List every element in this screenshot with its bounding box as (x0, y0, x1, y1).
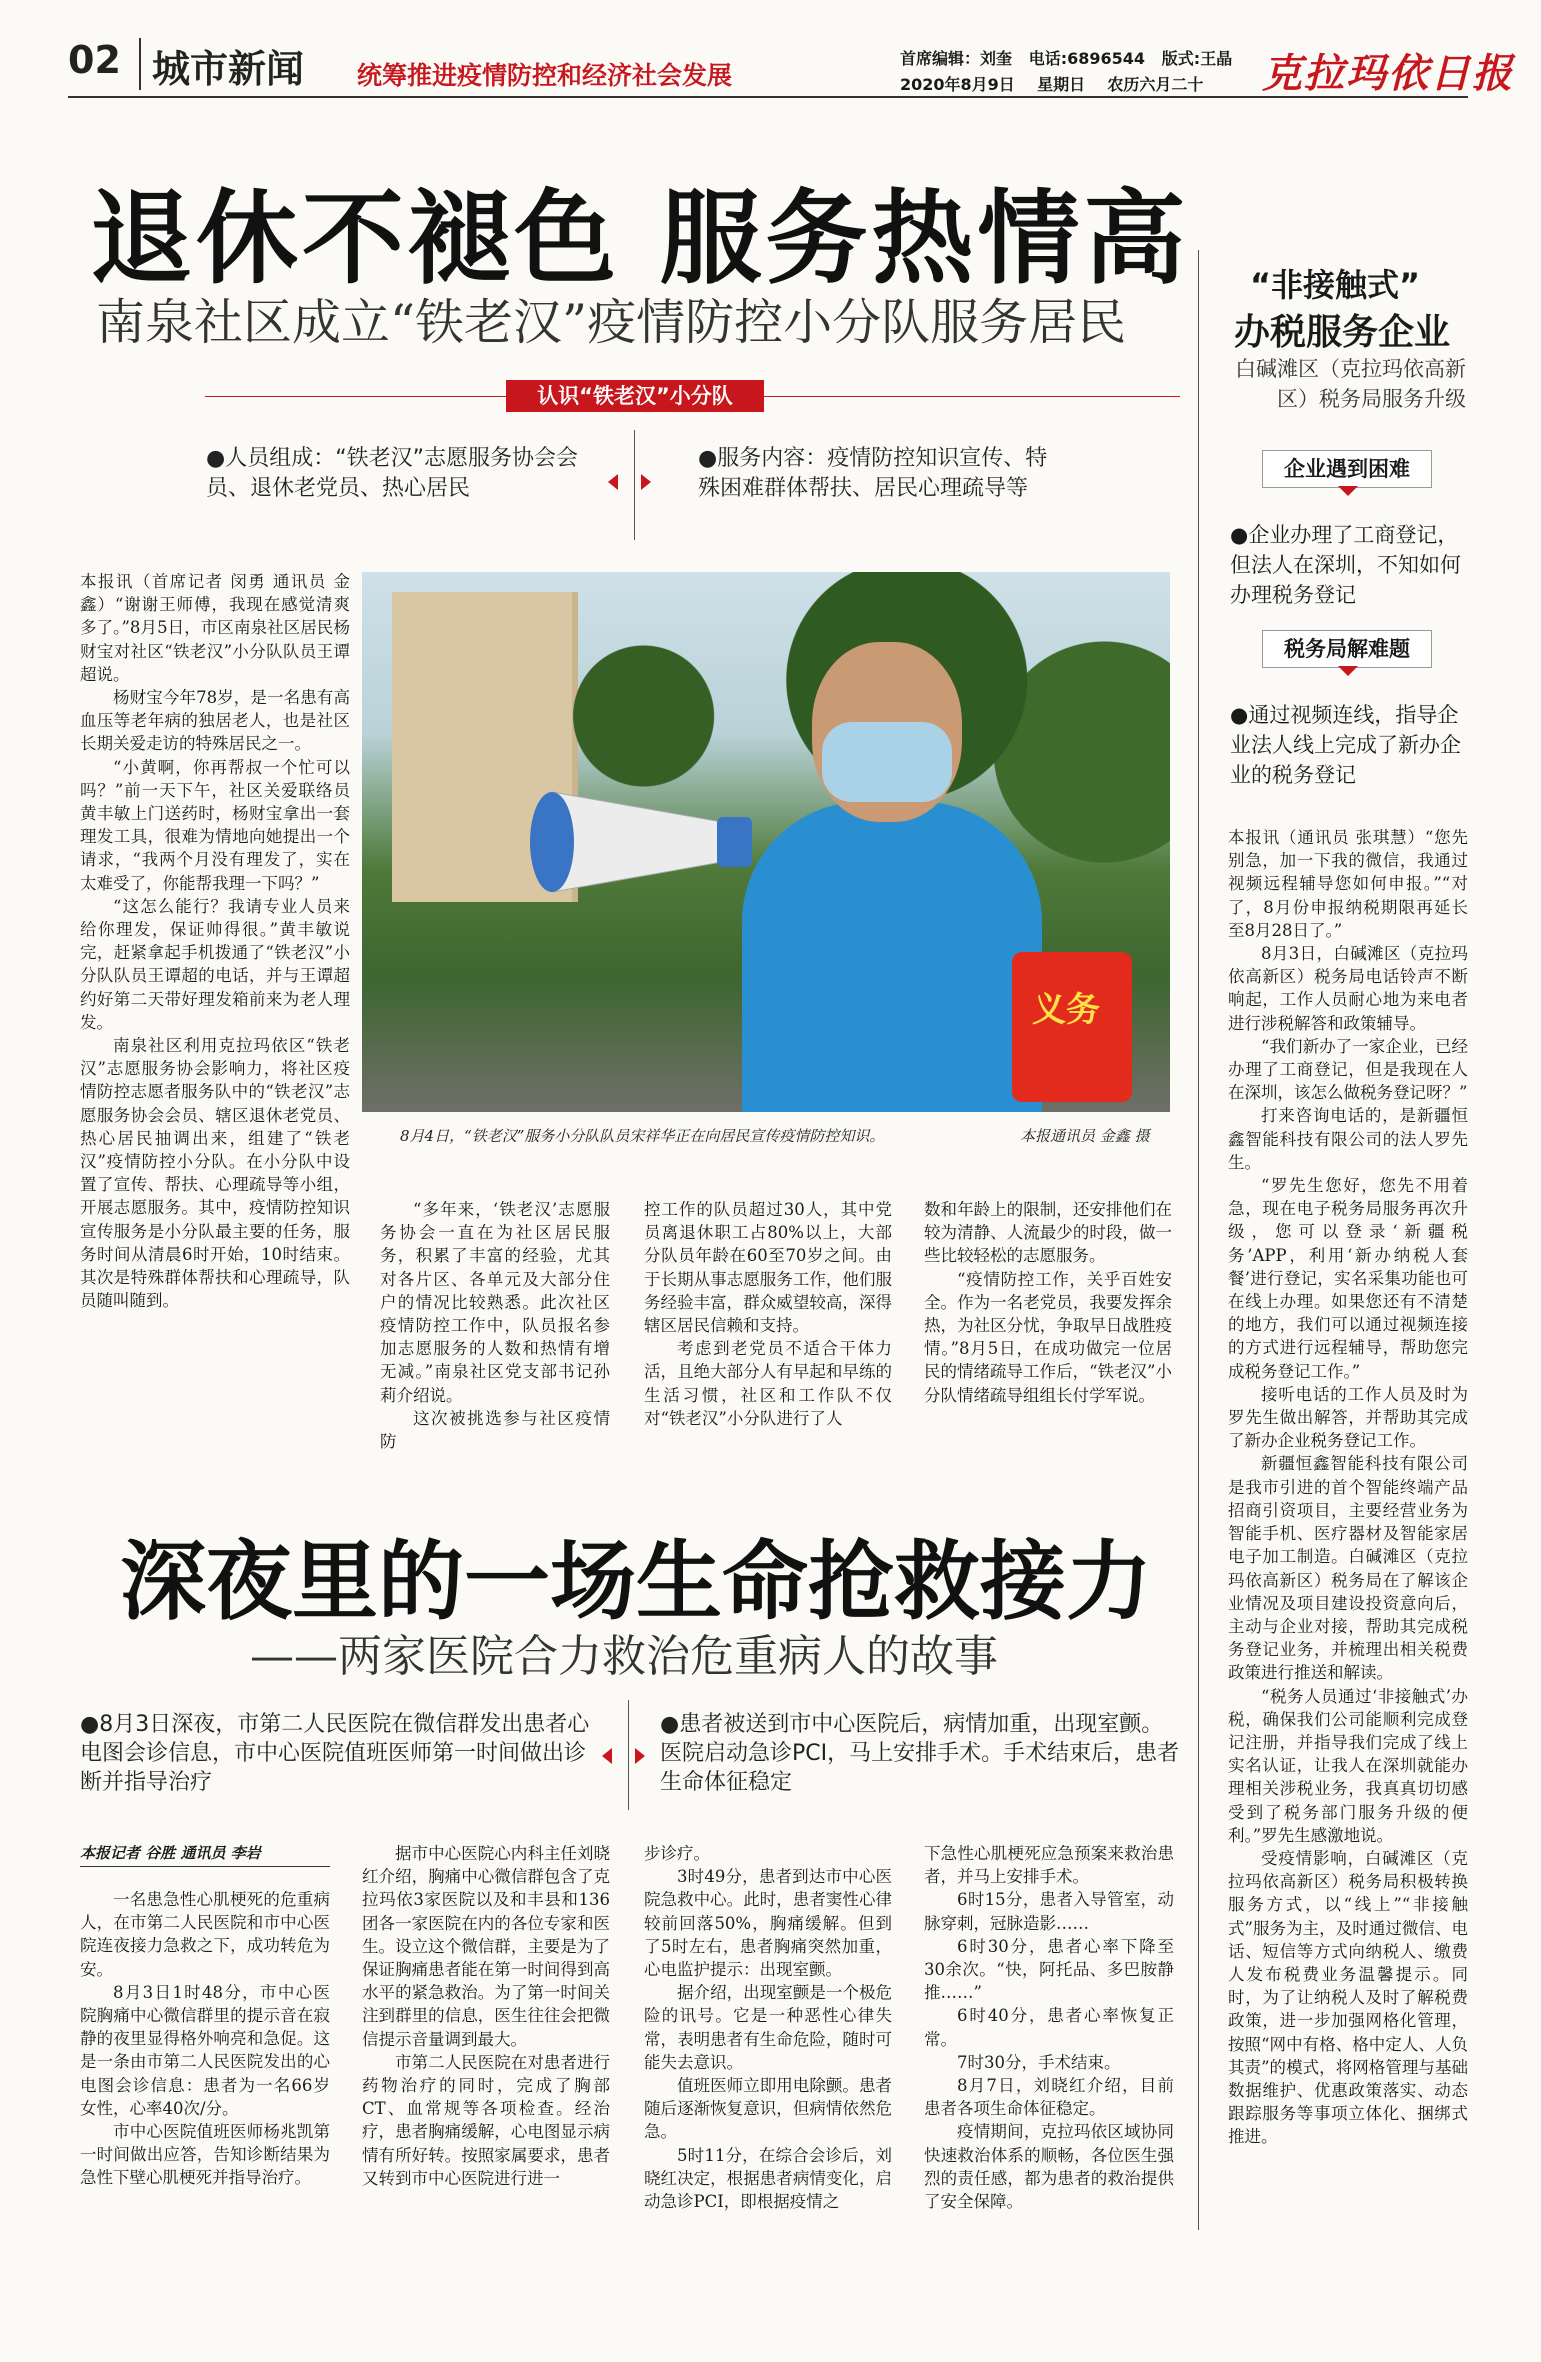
paragraph: 本报讯（通讯员 张琪慧）“您先别急，加一下我的微信，我通过视频远程辅导您如何申报。”“对了，8月份申报纳税期限再延长至8月28日了。” (1228, 828, 1468, 940)
header-rule (68, 96, 1468, 98)
sidebar-subtitle: 白碱滩区（克拉玛依高新区）税务局服务升级 (1235, 357, 1466, 411)
paragraph: 本报讯（首席记者 闵勇 通讯员 金鑫）“谢谢王师傅，我现在感觉清爽多了。”8月5日，市区南泉社区居民杨财宝对社区“铁老汉”小分队队员王谭超说。 (80, 572, 350, 684)
box-divider (634, 430, 635, 540)
editor: 首席编辑：刘奎 (900, 49, 1013, 68)
tag-pointer-icon (1338, 666, 1358, 676)
story2-col2 (362, 1842, 610, 2242)
story1-headline: 退休不褪色 服务热情高 (90, 180, 1190, 299)
sidebar-point-2: ●通过视频连线，指导企业法人线上完成了新办企业的税务登记 (1230, 703, 1461, 787)
paragraph: 一名患急性心肌梗死的危重病人，在市第二人民医院和市中心医院连夜接力急救之下，成功转危为安。 (80, 1890, 330, 1979)
armband-text: 义务 (1032, 990, 1100, 1030)
right-column-divider (1198, 250, 1199, 2230)
page-number: 02 (68, 38, 121, 82)
paragraph: “疫情防控工作，关乎百姓安全。作为一名老党员，我要发挥余热，为社区分忧，争取早日战胜疫情。”8月5日，在成功做完一位居民的情绪疏导工作后，“铁老汉”小分队情绪疏导组组长付学军说。 (924, 1269, 1172, 1405)
story1-col1 (80, 570, 350, 1430)
story2-box-left: ●8月3日深夜，市第二人民医院在微信群发出患者心电图会诊信息，市中心医院值班医师第一时间做出诊断并指导治疗 (80, 1712, 590, 1795)
story2-headline: 深夜里的一场生命抢救接力 (120, 1532, 1152, 1632)
header-divider (139, 38, 141, 90)
paragraph: 步诊疗。 (644, 1844, 710, 1863)
paragraph: 8月3日1时48分，市中心医院胸痛中心微信群里的提示音在寂静的夜里显得格外响亮和急促。这是一条由市第二人民医院发出的心电图会诊信息：患者为一名66岁女性，心率40次/分。 (80, 1982, 330, 2118)
paragraph: 3时49分，患者到达市中心医院急救中心。此时，患者窦性心律较前回落50%，胸痛缓解。但到了5时左右，患者胸痛突然加重，心电监护提示：出现室颤。 (644, 1867, 892, 1980)
paragraph: 控工作的队员超过30人，其中党员离退休职工占80%以上，大部分队员年龄在60至70岁之间。由于长期从事志愿服务工作，他们服务经验丰富，群众威望较高，深得辖区居民信赖和支持。 (644, 1200, 892, 1336)
box2-divider (628, 1700, 629, 1810)
tag-pointer-icon (1338, 486, 1358, 496)
story2-col4 (924, 1842, 1174, 2242)
story2-col1 (80, 1888, 330, 2248)
story1-box-left: ●人员组成：“铁老汉”志愿服务协会会员、退休老党员、热心居民 (206, 446, 578, 501)
paragraph: 5时11分，在综合会诊后，刘晓红决定，根据患者病情变化，启动急诊PCI，即根据疫情之 (644, 2145, 892, 2212)
date-info (900, 72, 1203, 95)
section-name: 城市新闻 (152, 46, 305, 91)
sidebar-tag-solution: 税务局解难题 (1262, 630, 1432, 668)
paragraph: 6时40分，患者心率恢复正常。 (924, 2006, 1174, 2049)
paragraph: 接听电话的工作人员及时为罗先生做出解答，并帮助其完成了新办企业税务登记工作。 (1228, 1384, 1468, 1451)
lunar-date: 农历六月二十 (1107, 75, 1204, 94)
paragraph: 考虑到老党员不适合干体力活，且绝大部分人有早起和早练的生活习惯，社区和工作队不仅对“铁老汉”小分队进行了人 (644, 1339, 892, 1428)
sidebar-title-2: 办税服务企业 (1234, 312, 1451, 353)
story2-byline: 本报记者 谷胜 通讯员 李岩 (80, 1844, 261, 1862)
paragraph: 市第二人民医院在对患者进行药物治疗的同时，完成了胸部CT、血常规等各项检查。经治疗，患者胸痛缓解，心电图显示病情有所好转。按照家属要求，患者又转到市中心医院进行进一 (362, 2052, 610, 2188)
arrow-left-icon (602, 1748, 612, 1764)
story1-col4 (924, 1198, 1172, 1438)
paragraph: 值班医师立即用电除颤。患者随后逐渐恢复意识，但病情依然危急。 (644, 2076, 892, 2142)
story1-col3 (644, 1198, 892, 1438)
masthead-logo: 克拉玛依日报 (1262, 50, 1514, 97)
story1-photo (362, 572, 1170, 1112)
megaphone-icon (522, 782, 752, 902)
arrow-right-icon (635, 1748, 645, 1764)
phone: 电话:6896544 (1028, 49, 1146, 68)
paragraph: 这次被挑选参与社区疫情防 (380, 1408, 610, 1452)
date: 2020年8月9日 (900, 75, 1015, 94)
paragraph: 疫情期间，克拉玛依区域协同快速救治体系的顺畅，各位医生强烈的责任感，都为患者的救治提供了安全保障。 (924, 2122, 1174, 2212)
paragraph: 据介绍，出现室颤是一个极危险的讯号。它是一种恶性心律失常，表明患者有生命危险，随时可能失去意识。 (644, 1983, 892, 2072)
editor-info (900, 46, 1232, 69)
weekday: 星期日 (1037, 75, 1086, 94)
story1-box-right: ●服务内容：疫情防控知识宣传、特殊困难群体帮扶、居民心理疏导等 (698, 446, 1048, 501)
paragraph: 据市中心医院心内科主任刘晓红介绍，胸痛中心微信群包含了克拉玛依3家医院以及和丰县和136团各一家医院在内的各位专家和医生。设立这个微信群，主要是为了保证胸痛患者能在第一时间得到高水平的紧急救治。为了第一时间关注到群里的信息，医生往往会把微信提示音量调到最大。 (362, 1844, 610, 2049)
sidebar-tag-problem: 企业遇到困难 (1262, 450, 1432, 488)
arrow-left-icon (608, 474, 618, 490)
story2-col3 (644, 1842, 892, 2242)
paragraph: 新疆恒鑫智能科技有限公司是我市引进的首个智能终端产品招商引资项目，主要经营业务为智能手机、医疗器材及智能家居电子加工制造。白碱滩区（克拉玛依高新区）税务局在了解该企业情况及项目建设投资意向后，主动与企业对接，帮助其完成税务登记业务，并梳理出相关税费政策进行推送和解读。 (1228, 1454, 1468, 1683)
paragraph: 6时15分，患者入导管室，动脉穿刺，冠脉造影…… (924, 1890, 1174, 1933)
paragraph: 数和年龄上的限制，还安排他们在较为清静、人流最少的时段，做一些比较轻松的志愿服务。 (924, 1200, 1172, 1266)
sidebar-point-1: ●企业办理了工商登记，但法人在深圳，不知如何办理税务登记 (1230, 523, 1461, 607)
paragraph: “小黄啊，你再帮叔一个忙可以吗？”前一天下午，社区关爱联络员黄丰敏上门送药时，杨财宝拿出一套理发工具，很难为情地向她提出一个请求，“我两个月没有理发了，实在太难受了，你能帮我理一下吗？” (80, 757, 350, 893)
paragraph: 打来咨询电话的，是新疆恒鑫智能科技有限公司的法人罗先生。 (1228, 1106, 1468, 1172)
photo-armband (1012, 952, 1132, 1102)
layout-editor: 版式:王晶 (1161, 49, 1233, 68)
sidebar-body (1228, 826, 1468, 2226)
paragraph: 市中心医院值班医师杨兆凯第一时间做出应答，告知诊断结果为急性下壁心肌梗死并指导治疗。 (80, 2122, 330, 2188)
story1-subhead: 南泉社区成立“铁老汉”疫情防控小分队服务居民 (96, 294, 1127, 351)
paragraph: 8月7日，刘晓红介绍，目前患者各项生命体征稳定。 (924, 2076, 1174, 2119)
story2-subhead: ——两家医院合力救治危重病人的故事 (250, 1631, 998, 1682)
paragraph: 杨财宝今年78岁，是一名患有高血压等老年病的独居老人，也是社区长期关爱走访的特殊居民之一。 (80, 688, 350, 754)
paragraph: “这怎么能行？我请专业人员来给你理发，保证帅得很。”黄丰敏说完，赶紧拿起手机拨通了“铁老汉”小分队队员王谭超的电话，并与王谭超约好第二天带好理发箱前来为老人理发。 (80, 896, 350, 1032)
photo-person-shirt (742, 802, 1042, 1112)
photo-mask (822, 722, 952, 802)
paragraph: 南泉社区利用克拉玛依区“铁老汉”志愿服务协会影响力，将社区疫情防控志愿者服务队中的“铁老汉”志愿服务协会会员、辖区退休老党员、热心居民抽调出来，组建了“铁老汉”疫情防控小分队。在小分队中设置了宣传、帮扶、心理疏导等小组，开展志愿服务。其中，疫情防控知识宣传服务是小分队最主要的任务，服务时间从清晨6时开始，10时结束。其次是特殊群体帮扶和心理疏导，队员随叫随到。 (80, 1036, 350, 1311)
photo-credit: 本报通讯员 金鑫 摄 (1020, 1127, 1150, 1145)
arrow-right-icon (641, 474, 651, 490)
paragraph: 7时30分，手术结束。 (957, 2052, 1121, 2072)
photo-caption: 8月4日，“铁老汉”服务小分队队员宋祥华正在向居民宣传疫情防控知识。 (400, 1127, 885, 1145)
paragraph: “罗先生您好，您先不用着急，现在电子税务局服务再次升级，您可以登录‘新疆税务’APP，利用‘新办纳税人套餐’进行登记，实名采集功能也可在线上办理。如果您还有不清楚的地方，我们可以通过视频连接的方式进行远程辅导，帮助您完成税务登记工作。” (1228, 1176, 1468, 1381)
paragraph: “多年来，‘铁老汉’志愿服务协会一直在为社区居民服务，积累了丰富的经验，尤其对各片区、各单元及大部分住户的情况比较熟悉。此次社区疫情防控工作中，队员报名参加志愿服务的人数和热情有增无减。”南泉社区党支部书记孙莉介绍说。 (380, 1200, 610, 1405)
byline-rule (80, 1866, 330, 1867)
paragraph: “我们新办了一家企业，已经办理了工商登记，但是我现在人在深圳，该怎么做税务登记呀？” (1228, 1036, 1468, 1103)
story2-box-right: ●患者被送到市中心医院后，病情加重，出现室颤。医院启动急诊PCI，马上安排手术。手术结束后，患者生命体征稳定 (660, 1712, 1180, 1795)
paragraph: 受疫情影响，白碱滩区（克拉玛依高新区）税务局积极转换服务方式，以“线上”“非接触式”服务为主，及时通过微信、电话、短信等方式向纳税人、缴费人发布税费业务温馨提示。同时，为了让纳税人及时了解税费政策，进一步加强网格化管理，按照“网中有格、格中定人、人负其责”的模式，将网格管理与基础数据维护、优惠政策落实、动态跟踪服务等事项立体化、捆绑式推进。 (1228, 1848, 1468, 2147)
paragraph: 下急性心肌梗死应急预案来救治患者，并马上安排手术。 (924, 1844, 1174, 1887)
story1-col2 (380, 1198, 610, 1452)
section-slogan: 统筹推进疫情防控和经济社会发展 (357, 61, 733, 90)
story1-tag: 认识“铁老汉”小分队 (506, 380, 764, 412)
paragraph: 8月3日，白碱滩区（克拉玛依高新区）税务局电话铃声不断响起，工作人员耐心地为来电者进行涉税解答和政策辅导。 (1228, 944, 1468, 1033)
sidebar-title-1: “非接触式” (1250, 266, 1421, 304)
paragraph: 6时30分，患者心率下降至30余次。“快，阿托品、多巴胺静推……” (924, 1936, 1174, 2003)
paragraph: “税务人员通过‘非接触式’办税，确保我们公司能顺利完成登记注册，并指导我们完成了线上实名认证，让我人在深圳就能办理相关涉税业务，我真真切切感受到了税务部门服务升级的便利。”罗先生感激地说。 (1228, 1686, 1468, 1845)
